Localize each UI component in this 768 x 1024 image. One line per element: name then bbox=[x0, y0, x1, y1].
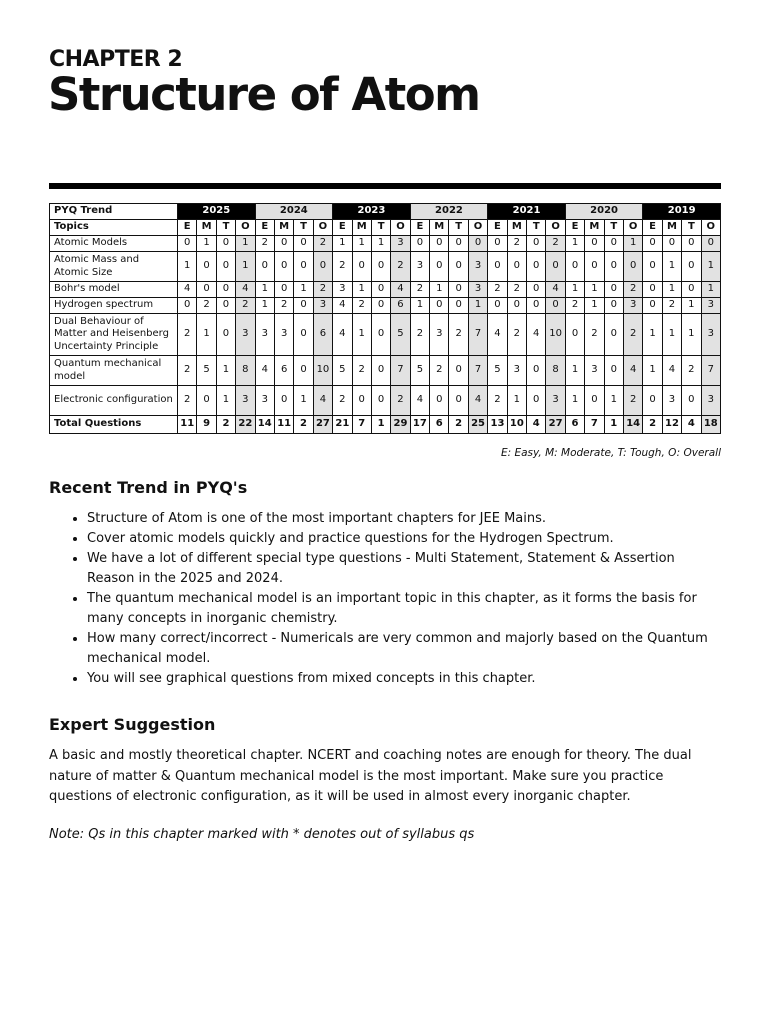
value-cell: 2 bbox=[449, 314, 468, 356]
value-cell: 2 bbox=[682, 356, 701, 386]
value-cell: 1 bbox=[643, 314, 662, 356]
overall-value-cell: 2 bbox=[623, 314, 642, 356]
overall-value-cell: 0 bbox=[546, 298, 565, 314]
value-cell: 1 bbox=[585, 282, 604, 298]
value-cell: 0 bbox=[352, 386, 371, 416]
value-cell: 4 bbox=[410, 386, 429, 416]
value-cell: 1 bbox=[682, 314, 701, 356]
value-cell: 0 bbox=[294, 236, 313, 252]
syllabus-note: Note: Qs in this chapter marked with * denotes out of syllabus qs bbox=[49, 827, 475, 842]
value-cell: 1 bbox=[430, 282, 449, 298]
overall-value-cell: 4 bbox=[546, 282, 565, 298]
value-cell: 2 bbox=[333, 252, 352, 282]
value-cell: 3 bbox=[255, 314, 274, 356]
value-cell: 1 bbox=[410, 298, 429, 314]
overall-value-cell: 1 bbox=[236, 236, 255, 252]
trend-item: • We have a lot of different special type questions - Multi Statement, Statement & Assertion Reason in the 2025 and 2024. bbox=[87, 549, 721, 589]
value-cell: 6 bbox=[565, 416, 584, 434]
value-cell: 0 bbox=[274, 282, 293, 298]
value-cell: 1 bbox=[216, 386, 235, 416]
value-cell: 0 bbox=[430, 236, 449, 252]
value-cell: 0 bbox=[682, 386, 701, 416]
value-cell: 2 bbox=[643, 416, 662, 434]
value-cell: 13 bbox=[488, 416, 507, 434]
overall-value-cell: 2 bbox=[623, 386, 642, 416]
difficulty-header: E bbox=[255, 220, 274, 236]
year-header: 2022 bbox=[410, 204, 488, 220]
pyq-trend-table bbox=[49, 203, 721, 434]
value-cell: 0 bbox=[430, 252, 449, 282]
value-cell: 0 bbox=[604, 282, 623, 298]
value-cell: 2 bbox=[410, 314, 429, 356]
value-cell: 4 bbox=[527, 314, 546, 356]
table-row bbox=[50, 314, 721, 356]
value-cell: 0 bbox=[410, 236, 429, 252]
value-cell: 0 bbox=[178, 236, 197, 252]
difficulty-header: E bbox=[488, 220, 507, 236]
expert-suggestion-text: A basic and mostly theoretical chapter. NCERT and coaching notes are enough for theory. The dual nature of matter & Quantum mechanical model is the most important. Make sure you practice questions of electronic configuration, as it will be used in almost every inorganic chapter. bbox=[49, 748, 692, 804]
value-cell: 3 bbox=[333, 282, 352, 298]
value-cell: 0 bbox=[294, 298, 313, 314]
value-cell: 21 bbox=[333, 416, 352, 434]
overall-value-cell: 2 bbox=[623, 282, 642, 298]
value-cell: 0 bbox=[371, 356, 390, 386]
value-cell: 3 bbox=[255, 386, 274, 416]
value-cell: 0 bbox=[643, 386, 662, 416]
value-cell: 9 bbox=[197, 416, 216, 434]
overall-value-cell: 5 bbox=[391, 314, 410, 356]
overall-value-cell: 7 bbox=[468, 356, 487, 386]
table-row bbox=[50, 298, 721, 314]
overall-value-cell: 0 bbox=[701, 236, 720, 252]
value-cell: 0 bbox=[449, 386, 468, 416]
value-cell: 2 bbox=[662, 298, 681, 314]
value-cell: 0 bbox=[527, 236, 546, 252]
value-cell: 1 bbox=[662, 282, 681, 298]
value-cell: 0 bbox=[527, 386, 546, 416]
value-cell: 0 bbox=[430, 298, 449, 314]
value-cell: 14 bbox=[255, 416, 274, 434]
difficulty-header: T bbox=[449, 220, 468, 236]
value-cell: 1 bbox=[604, 386, 623, 416]
overall-value-cell: 0 bbox=[623, 252, 642, 282]
value-cell: 4 bbox=[682, 416, 701, 434]
value-cell: 1 bbox=[255, 298, 274, 314]
value-cell: 3 bbox=[662, 386, 681, 416]
overall-value-cell: 10 bbox=[546, 314, 565, 356]
value-cell: 0 bbox=[565, 252, 584, 282]
value-cell: 1 bbox=[352, 314, 371, 356]
value-cell: 1 bbox=[662, 314, 681, 356]
trend-item: • Structure of Atom is one of the most important chapters for JEE Mains. bbox=[87, 509, 721, 529]
value-cell: 2 bbox=[488, 386, 507, 416]
difficulty-header: M bbox=[197, 220, 216, 236]
difficulty-header-row bbox=[50, 220, 721, 236]
value-cell: 2 bbox=[507, 236, 526, 252]
overall-value-cell: 1 bbox=[236, 252, 255, 282]
value-cell: 0 bbox=[527, 356, 546, 386]
value-cell: 2 bbox=[507, 314, 526, 356]
overall-value-cell: 3 bbox=[623, 298, 642, 314]
value-cell: 2 bbox=[216, 416, 235, 434]
value-cell: 2 bbox=[178, 386, 197, 416]
value-cell: 4 bbox=[178, 282, 197, 298]
difficulty-header: M bbox=[352, 220, 371, 236]
topic-cell: Bohr's model bbox=[50, 282, 178, 298]
year-header: 2024 bbox=[255, 204, 333, 220]
overall-value-cell: 14 bbox=[623, 416, 642, 434]
value-cell: 0 bbox=[274, 252, 293, 282]
difficulty-header: T bbox=[527, 220, 546, 236]
overall-value-cell: 3 bbox=[701, 314, 720, 356]
total-row bbox=[50, 416, 721, 434]
value-cell: 3 bbox=[410, 252, 429, 282]
value-cell: 0 bbox=[216, 236, 235, 252]
difficulty-header: O bbox=[313, 220, 332, 236]
overall-value-cell: 1 bbox=[701, 282, 720, 298]
value-cell: 0 bbox=[682, 252, 701, 282]
overall-value-cell: 3 bbox=[546, 386, 565, 416]
trend-item: • Cover atomic models quickly and practice questions for the Hydrogen Spectrum. bbox=[87, 529, 721, 549]
table-row bbox=[50, 386, 721, 416]
difficulty-header: M bbox=[507, 220, 526, 236]
value-cell: 2 bbox=[274, 298, 293, 314]
overall-value-cell: 27 bbox=[546, 416, 565, 434]
trend-item: • You will see graphical questions from mixed concepts in this chapter. bbox=[87, 669, 721, 689]
value-cell: 2 bbox=[197, 298, 216, 314]
topic-cell: Electronic configuration bbox=[50, 386, 178, 416]
difficulty-header: T bbox=[604, 220, 623, 236]
value-cell: 0 bbox=[352, 252, 371, 282]
value-cell: 0 bbox=[371, 282, 390, 298]
value-cell: 5 bbox=[410, 356, 429, 386]
value-cell: 0 bbox=[682, 236, 701, 252]
value-cell: 0 bbox=[604, 356, 623, 386]
value-cell: 4 bbox=[527, 416, 546, 434]
value-cell: 0 bbox=[507, 298, 526, 314]
value-cell: 0 bbox=[274, 386, 293, 416]
value-cell: 5 bbox=[488, 356, 507, 386]
table-row bbox=[50, 252, 721, 282]
overall-value-cell: 18 bbox=[701, 416, 720, 434]
value-cell: 17 bbox=[410, 416, 429, 434]
value-cell: 0 bbox=[371, 314, 390, 356]
overall-value-cell: 3 bbox=[701, 386, 720, 416]
value-cell: 2 bbox=[294, 416, 313, 434]
value-cell: 0 bbox=[216, 314, 235, 356]
value-cell: 6 bbox=[430, 416, 449, 434]
topic-cell: Dual Behaviour of Matter and Heisenberg Uncertainty Principle bbox=[50, 314, 178, 356]
value-cell: 12 bbox=[662, 416, 681, 434]
overall-value-cell: 2 bbox=[546, 236, 565, 252]
value-cell: 4 bbox=[662, 356, 681, 386]
value-cell: 0 bbox=[604, 252, 623, 282]
overall-value-cell: 2 bbox=[313, 282, 332, 298]
value-cell: 1 bbox=[565, 236, 584, 252]
value-cell: 0 bbox=[643, 298, 662, 314]
overall-value-cell: 7 bbox=[468, 314, 487, 356]
overall-value-cell: 7 bbox=[391, 356, 410, 386]
value-cell: 5 bbox=[197, 356, 216, 386]
overall-value-cell: 10 bbox=[313, 356, 332, 386]
value-cell: 1 bbox=[255, 282, 274, 298]
overall-value-cell: 1 bbox=[468, 298, 487, 314]
expert-suggestion-heading: Expert Suggestion bbox=[49, 715, 216, 734]
value-cell: 0 bbox=[197, 386, 216, 416]
difficulty-header: M bbox=[274, 220, 293, 236]
overall-value-cell: 7 bbox=[701, 356, 720, 386]
overall-value-cell: 2 bbox=[236, 298, 255, 314]
value-cell: 0 bbox=[585, 386, 604, 416]
overall-value-cell: 27 bbox=[313, 416, 332, 434]
value-cell: 4 bbox=[333, 298, 352, 314]
year-header: 2023 bbox=[333, 204, 411, 220]
value-cell: 7 bbox=[352, 416, 371, 434]
value-cell: 0 bbox=[488, 298, 507, 314]
value-cell: 2 bbox=[585, 314, 604, 356]
value-cell: 2 bbox=[352, 298, 371, 314]
value-cell: 0 bbox=[604, 314, 623, 356]
difficulty-header: T bbox=[294, 220, 313, 236]
overall-value-cell: 8 bbox=[546, 356, 565, 386]
value-cell: 0 bbox=[643, 252, 662, 282]
value-cell: 0 bbox=[197, 252, 216, 282]
value-cell: 0 bbox=[604, 236, 623, 252]
value-cell: 2 bbox=[507, 282, 526, 298]
value-cell: 0 bbox=[682, 282, 701, 298]
overall-value-cell: 3 bbox=[236, 314, 255, 356]
difficulty-legend: E: Easy, M: Moderate, T: Tough, O: Overall bbox=[500, 447, 721, 459]
value-cell: 1 bbox=[352, 282, 371, 298]
value-cell: 1 bbox=[604, 416, 623, 434]
topics-label: Topics bbox=[50, 220, 178, 236]
value-cell: 4 bbox=[255, 356, 274, 386]
value-cell: 0 bbox=[604, 298, 623, 314]
value-cell: 1 bbox=[662, 252, 681, 282]
value-cell: 3 bbox=[507, 356, 526, 386]
value-cell: 0 bbox=[507, 252, 526, 282]
value-cell: 0 bbox=[527, 298, 546, 314]
value-cell: 1 bbox=[682, 298, 701, 314]
value-cell: 11 bbox=[274, 416, 293, 434]
value-cell: 2 bbox=[352, 356, 371, 386]
value-cell: 1 bbox=[178, 252, 197, 282]
year-header-row bbox=[50, 204, 721, 220]
difficulty-header: T bbox=[371, 220, 390, 236]
chapter-label: CHAPTER 2 bbox=[49, 47, 183, 72]
year-header: 2025 bbox=[178, 204, 256, 220]
difficulty-header: O bbox=[546, 220, 565, 236]
difficulty-header: M bbox=[430, 220, 449, 236]
value-cell: 0 bbox=[449, 252, 468, 282]
value-cell: 2 bbox=[178, 356, 197, 386]
difficulty-header: M bbox=[662, 220, 681, 236]
value-cell: 0 bbox=[449, 236, 468, 252]
overall-value-cell: 0 bbox=[546, 252, 565, 282]
table-row bbox=[50, 236, 721, 252]
value-cell: 11 bbox=[178, 416, 197, 434]
table-row bbox=[50, 356, 721, 386]
overall-value-cell: 1 bbox=[623, 236, 642, 252]
value-cell: 2 bbox=[410, 282, 429, 298]
value-cell: 0 bbox=[178, 298, 197, 314]
value-cell: 1 bbox=[507, 386, 526, 416]
value-cell: 0 bbox=[216, 282, 235, 298]
overall-value-cell: 2 bbox=[313, 236, 332, 252]
difficulty-header: E bbox=[643, 220, 662, 236]
difficulty-header: M bbox=[585, 220, 604, 236]
overall-value-cell: 4 bbox=[236, 282, 255, 298]
overall-value-cell: 4 bbox=[468, 386, 487, 416]
topic-cell: Atomic Models bbox=[50, 236, 178, 252]
year-header: 2021 bbox=[488, 204, 566, 220]
value-cell: 1 bbox=[565, 356, 584, 386]
recent-trend-heading: Recent Trend in PYQ's bbox=[49, 478, 248, 497]
value-cell: 0 bbox=[585, 236, 604, 252]
difficulty-header: E bbox=[565, 220, 584, 236]
value-cell: 1 bbox=[565, 282, 584, 298]
topic-cell: Total Questions bbox=[50, 416, 178, 434]
value-cell: 0 bbox=[294, 356, 313, 386]
value-cell: 1 bbox=[585, 298, 604, 314]
overall-value-cell: 25 bbox=[468, 416, 487, 434]
value-cell: 1 bbox=[565, 386, 584, 416]
year-header: 2019 bbox=[643, 204, 721, 220]
value-cell: 0 bbox=[449, 282, 468, 298]
recent-trend-list bbox=[49, 509, 721, 689]
value-cell: 6 bbox=[274, 356, 293, 386]
value-cell: 0 bbox=[643, 236, 662, 252]
value-cell: 2 bbox=[430, 356, 449, 386]
overall-value-cell: 3 bbox=[391, 236, 410, 252]
value-cell: 10 bbox=[507, 416, 526, 434]
overall-value-cell: 1 bbox=[701, 252, 720, 282]
difficulty-header: E bbox=[410, 220, 429, 236]
year-header: 2020 bbox=[565, 204, 643, 220]
value-cell: 1 bbox=[643, 356, 662, 386]
overall-value-cell: 2 bbox=[391, 386, 410, 416]
value-cell: 1 bbox=[333, 236, 352, 252]
difficulty-header: O bbox=[623, 220, 642, 236]
overall-value-cell: 6 bbox=[391, 298, 410, 314]
value-cell: 0 bbox=[216, 298, 235, 314]
value-cell: 1 bbox=[352, 236, 371, 252]
difficulty-header: O bbox=[701, 220, 720, 236]
difficulty-header: E bbox=[178, 220, 197, 236]
value-cell: 3 bbox=[430, 314, 449, 356]
topic-cell: Quantum mechanical model bbox=[50, 356, 178, 386]
value-cell: 0 bbox=[527, 252, 546, 282]
value-cell: 0 bbox=[255, 252, 274, 282]
value-cell: 7 bbox=[585, 416, 604, 434]
difficulty-header: T bbox=[216, 220, 235, 236]
overall-value-cell: 29 bbox=[391, 416, 410, 434]
value-cell: 0 bbox=[449, 356, 468, 386]
value-cell: 1 bbox=[294, 282, 313, 298]
value-cell: 0 bbox=[488, 236, 507, 252]
value-cell: 0 bbox=[449, 298, 468, 314]
overall-value-cell: 0 bbox=[313, 252, 332, 282]
overall-value-cell: 6 bbox=[313, 314, 332, 356]
value-cell: 0 bbox=[585, 252, 604, 282]
value-cell: 0 bbox=[371, 298, 390, 314]
topic-cell: Hydrogen spectrum bbox=[50, 298, 178, 314]
value-cell: 0 bbox=[643, 282, 662, 298]
value-cell: 1 bbox=[216, 356, 235, 386]
value-cell: 0 bbox=[216, 252, 235, 282]
value-cell: 1 bbox=[197, 314, 216, 356]
value-cell: 0 bbox=[527, 282, 546, 298]
value-cell: 2 bbox=[333, 386, 352, 416]
overall-value-cell: 3 bbox=[468, 252, 487, 282]
overall-value-cell: 3 bbox=[701, 298, 720, 314]
overall-value-cell: 4 bbox=[623, 356, 642, 386]
value-cell: 0 bbox=[294, 314, 313, 356]
difficulty-header: T bbox=[682, 220, 701, 236]
value-cell: 0 bbox=[430, 386, 449, 416]
overall-value-cell: 3 bbox=[313, 298, 332, 314]
value-cell: 3 bbox=[585, 356, 604, 386]
chapter-title: Structure of Atom bbox=[48, 68, 480, 121]
table-row bbox=[50, 282, 721, 298]
value-cell: 5 bbox=[333, 356, 352, 386]
value-cell: 0 bbox=[565, 314, 584, 356]
trend-item: • How many correct/incorrect - Numericals are very common and majorly based on the Quantum mechanical model. bbox=[87, 629, 721, 669]
trend-item: • The quantum mechanical model is an important topic in this chapter, as it forms the basis for many concepts in inorganic chemistry. bbox=[87, 589, 721, 629]
value-cell: 2 bbox=[488, 282, 507, 298]
pyq-trend-label: PYQ Trend bbox=[50, 204, 178, 220]
value-cell: 0 bbox=[197, 282, 216, 298]
overall-value-cell: 3 bbox=[468, 282, 487, 298]
value-cell: 2 bbox=[178, 314, 197, 356]
overall-value-cell: 0 bbox=[468, 236, 487, 252]
value-cell: 0 bbox=[371, 252, 390, 282]
overall-value-cell: 4 bbox=[391, 282, 410, 298]
overall-value-cell: 2 bbox=[391, 252, 410, 282]
value-cell: 1 bbox=[371, 416, 390, 434]
topic-cell: Atomic Mass and Atomic Size bbox=[50, 252, 178, 282]
value-cell: 2 bbox=[449, 416, 468, 434]
difficulty-header: O bbox=[236, 220, 255, 236]
value-cell: 1 bbox=[294, 386, 313, 416]
value-cell: 0 bbox=[294, 252, 313, 282]
overall-value-cell: 4 bbox=[313, 386, 332, 416]
value-cell: 1 bbox=[371, 236, 390, 252]
value-cell: 3 bbox=[274, 314, 293, 356]
value-cell: 4 bbox=[488, 314, 507, 356]
value-cell: 0 bbox=[488, 252, 507, 282]
difficulty-header: O bbox=[468, 220, 487, 236]
value-cell: 0 bbox=[274, 236, 293, 252]
overall-value-cell: 3 bbox=[236, 386, 255, 416]
value-cell: 0 bbox=[371, 386, 390, 416]
overall-value-cell: 22 bbox=[236, 416, 255, 434]
value-cell: 2 bbox=[565, 298, 584, 314]
overall-value-cell: 8 bbox=[236, 356, 255, 386]
difficulty-header: O bbox=[391, 220, 410, 236]
difficulty-header: E bbox=[333, 220, 352, 236]
value-cell: 1 bbox=[197, 236, 216, 252]
value-cell: 4 bbox=[333, 314, 352, 356]
value-cell: 2 bbox=[255, 236, 274, 252]
title-divider bbox=[49, 183, 721, 189]
value-cell: 0 bbox=[662, 236, 681, 252]
